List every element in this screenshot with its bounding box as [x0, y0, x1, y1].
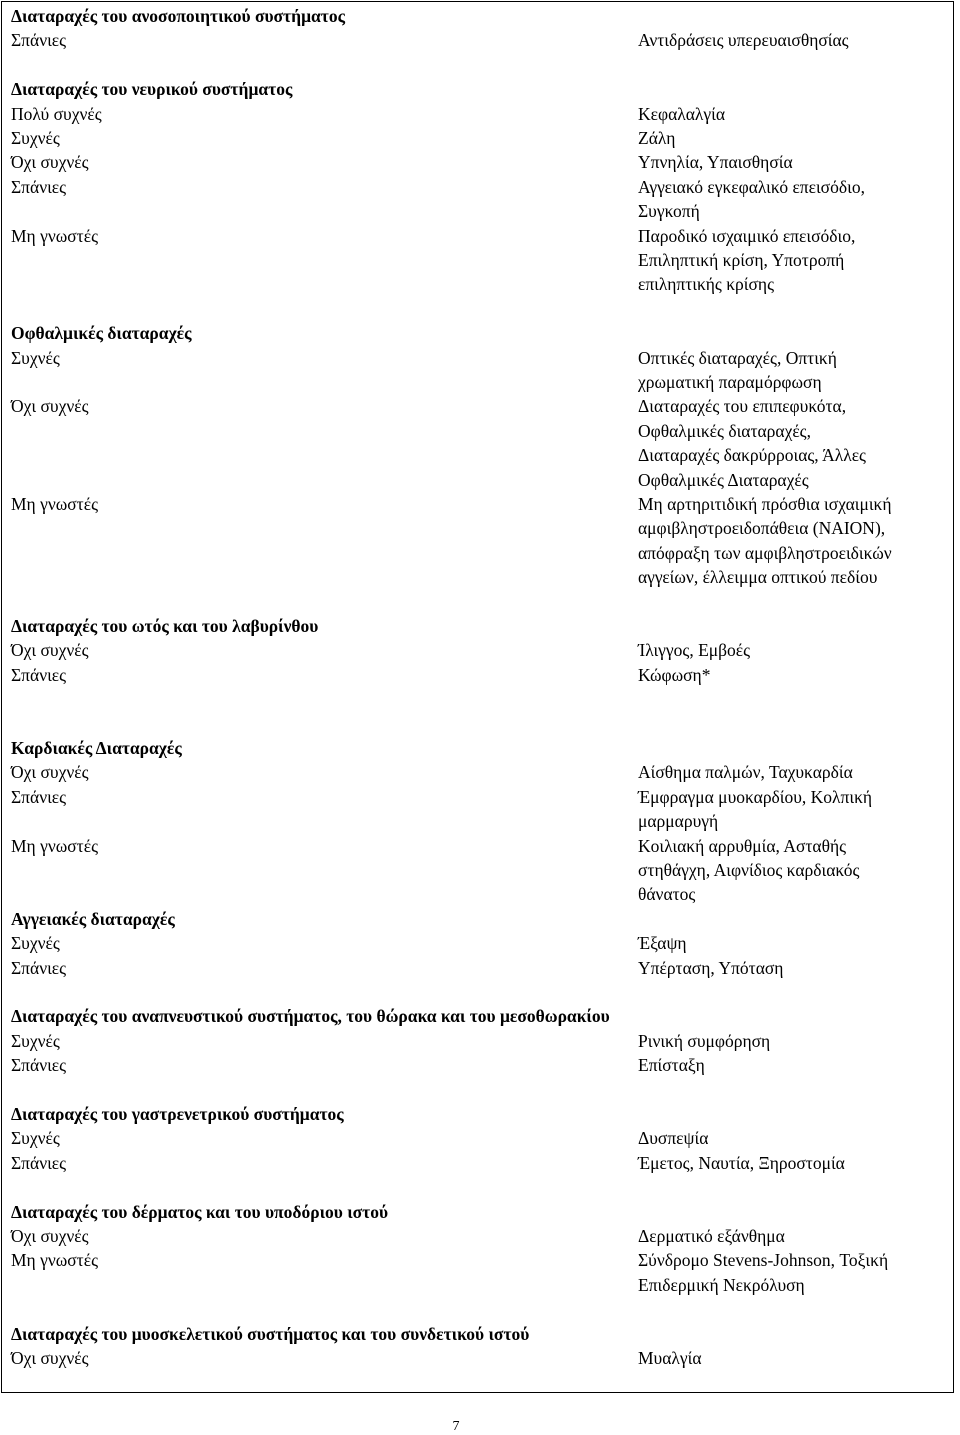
table-row	[0, 492, 960, 516]
table-row	[0, 858, 960, 882]
adverse-reaction-text: Αίσθημα παλμών, Ταχυκαρδία	[638, 762, 853, 783]
adverse-reaction-text: Σύνδρομο Stevens-Johnson, Τοξική	[638, 1250, 889, 1271]
adverse-reaction-text: Διαταραχές του επιπεφυκότα,	[638, 396, 847, 417]
adverse-reaction-text: στηθάγχη, Αιφνίδιος καρδιακός	[638, 860, 860, 880]
table-row	[0, 931, 960, 955]
frequency-label: Μη γνωστές	[11, 225, 98, 246]
adverse-reaction-text: Οπτικές διαταραχές, Οπτική	[638, 347, 837, 368]
table-row	[0, 980, 960, 1004]
table-row	[0, 785, 960, 809]
section-heading-row	[0, 1322, 960, 1346]
section-heading-row	[0, 907, 960, 931]
frequency-label: Σπάνιες	[11, 1152, 67, 1173]
table-row	[0, 370, 960, 394]
adverse-reaction-text: Δερματικό εξάνθημα	[638, 1226, 785, 1246]
adverse-reaction-text: Διαταραχές δακρύρροιας, Άλλες	[638, 445, 866, 466]
table-row	[0, 516, 960, 540]
section-heading-row	[0, 736, 960, 760]
table-row	[0, 272, 960, 296]
adverse-reaction-text: μαρμαρυγή	[638, 811, 719, 832]
table-row	[0, 1078, 960, 1102]
table-row	[0, 541, 960, 565]
frequency-label: Μη γνωστές	[11, 494, 98, 514]
frequency-label: Όχι συχνές	[11, 762, 89, 783]
table-row	[0, 760, 960, 784]
section-heading-row	[0, 77, 960, 101]
frequency-label: Συχνές	[11, 128, 60, 148]
table-row	[0, 1346, 960, 1370]
table-row	[0, 419, 960, 443]
table-row	[0, 394, 960, 418]
table-row	[0, 1126, 960, 1150]
table-row	[0, 248, 960, 272]
frequency-label: Όχι συχνές	[11, 152, 89, 173]
adverse-reaction-text: Επιληπτική κρίση, Υποτροπή	[638, 250, 845, 270]
adverse-reaction-text: Ίλιγγος, Εμβοές	[638, 640, 751, 661]
table-row	[0, 882, 960, 906]
section-heading: Διαταραχές του νευρικού συστήματος	[11, 79, 293, 100]
section-heading: Διαταραχές του αναπνευστικού συστήματος, του θώρακα και του μεσοθωρακίου	[11, 1006, 610, 1027]
frequency-label: Συχνές	[11, 1030, 60, 1051]
table-row	[0, 809, 960, 833]
table-row	[0, 1297, 960, 1321]
section-heading: Οφθαλμικές διαταραχές	[11, 323, 192, 344]
section-heading: Διαταραχές του ανοσοποιητικού συστήματος	[11, 6, 345, 26]
adverse-reaction-text: Μη αρτηριτιδική πρόσθια ισχαιμική	[638, 494, 892, 514]
table-row	[0, 175, 960, 199]
table-row	[0, 102, 960, 126]
table-row	[0, 126, 960, 150]
frequency-label: Όχι συχνές	[11, 396, 89, 417]
adverse-reaction-text: Οφθαλμικές Διαταραχές	[638, 469, 809, 490]
adverse-reaction-text: Συγκοπή	[638, 201, 700, 222]
frequency-label: Μη γνωστές	[11, 835, 98, 856]
adverse-reaction-text: Ζάλη	[638, 128, 676, 148]
adverse-reaction-text: Έξαψη	[638, 933, 687, 954]
adverse-reaction-text: Ρινική συμφόρηση	[638, 1030, 771, 1051]
frequency-label: Όχι συχνές	[11, 640, 89, 661]
table-row	[0, 1248, 960, 1272]
section-heading: Καρδιακές Διαταραχές	[11, 738, 182, 758]
adverse-reaction-text: Επίσταξη	[638, 1055, 705, 1076]
frequency-label: Συχνές	[11, 933, 60, 954]
frequency-label: Μη γνωστές	[11, 1250, 98, 1271]
frequency-label: Σπάνιες	[11, 664, 67, 685]
adverse-reaction-text: απόφραξη των αμφιβληστροειδικών	[638, 542, 892, 563]
frequency-label: Σπάνιες	[11, 786, 67, 807]
section-heading-row	[0, 321, 960, 345]
adverse-reaction-text: Έμετος, Ναυτία, Ξηροστομία	[638, 1152, 845, 1173]
page-number: 7	[452, 1419, 460, 1434]
table-row	[0, 638, 960, 662]
adverse-reaction-text: Αντιδράσεις υπερευαισθησίας	[638, 30, 849, 51]
adverse-reaction-text: Υπέρταση, Υπόταση	[638, 957, 784, 978]
frequency-label: Σπάνιες	[11, 957, 67, 978]
table-row	[0, 1224, 960, 1248]
table-row	[0, 346, 960, 370]
frequency-label: Πολύ συχνές	[11, 103, 102, 124]
section-heading-row	[0, 614, 960, 638]
table-row	[0, 1175, 960, 1199]
table-row	[0, 1053, 960, 1077]
adverse-reaction-text: Κώφωση*	[638, 664, 711, 685]
section-heading: Αγγειακές διαταραχές	[11, 908, 175, 929]
table-row	[0, 663, 960, 687]
table-row	[0, 224, 960, 248]
frequency-label: Σπάνιες	[11, 1055, 67, 1076]
section-heading: Διαταραχές του μυοσκελετικού συστήματος και του συνδετικού ιστού	[11, 1323, 530, 1344]
table-row	[0, 468, 960, 492]
section-heading-row	[0, 4, 960, 28]
section-heading: Διαταραχές του δέρματος και του υποδόριου ιστού	[11, 1201, 389, 1222]
adverse-reaction-text: Κεφαλαλγία	[638, 103, 726, 124]
table-row	[0, 590, 960, 614]
table-row	[0, 834, 960, 858]
frequency-label: Όχι συχνές	[11, 1226, 89, 1246]
table-row	[0, 687, 960, 711]
adverse-reaction-text: Δυσπεψία	[638, 1128, 709, 1149]
adverse-reaction-text: Κοιλιακή αρρυθμία, Ασταθής	[638, 835, 847, 856]
adverse-reaction-text: αμφιβληστροειδοπάθεια (NAION),	[638, 518, 886, 539]
table-row	[0, 712, 960, 736]
adverse-reaction-text: επιληπτικής κρίσης	[638, 274, 775, 295]
table-row	[0, 1029, 960, 1053]
frequency-label: Συχνές	[11, 347, 60, 368]
frequency-label: Σπάνιες	[11, 30, 67, 51]
table-row	[0, 565, 960, 589]
adverse-reaction-text: Παροδικό ισχαιμικό επεισόδιο,	[638, 225, 856, 246]
adverse-reaction-text: Υπνηλία, Υπαισθησία	[638, 152, 793, 173]
adverse-reaction-text: Οφθαλμικές διαταραχές,	[638, 420, 811, 441]
section-heading: Διαταραχές του γαστρενετρικού συστήματος	[11, 1104, 344, 1124]
section-heading: Διαταραχές του ωτός και του λαβυρίνθου	[11, 616, 319, 636]
section-heading-row	[0, 1200, 960, 1224]
table-row	[0, 53, 960, 77]
table-row	[0, 443, 960, 467]
frequency-label: Συχνές	[11, 1128, 60, 1149]
table-row	[0, 956, 960, 980]
adverse-reaction-text: αγγείων, έλλειμμα οπτικού πεδίου	[638, 567, 878, 588]
section-heading-row	[0, 1102, 960, 1126]
table-row	[0, 297, 960, 321]
adverse-reaction-text: Αγγειακό εγκεφαλικό επεισόδιο,	[638, 176, 865, 197]
adverse-reaction-text: Επιδερμική Νεκρόλυση	[638, 1274, 805, 1295]
adverse-reaction-text: χρωματική παραμόρφωση	[638, 372, 822, 392]
table-row	[0, 199, 960, 223]
adverse-reaction-text: Μυαλγία	[638, 1348, 702, 1368]
frequency-label: Σπάνιες	[11, 176, 67, 197]
table-row	[0, 1151, 960, 1175]
table-row	[0, 150, 960, 174]
adverse-reaction-text: θάνατος	[638, 884, 696, 905]
table-row	[0, 28, 960, 52]
frequency-label: Όχι συχνές	[11, 1348, 89, 1368]
section-heading-row	[0, 1004, 960, 1028]
adverse-reaction-text: Έμφραγμα μυοκαρδίου, Κολπική	[638, 786, 873, 807]
table-row	[0, 1273, 960, 1297]
